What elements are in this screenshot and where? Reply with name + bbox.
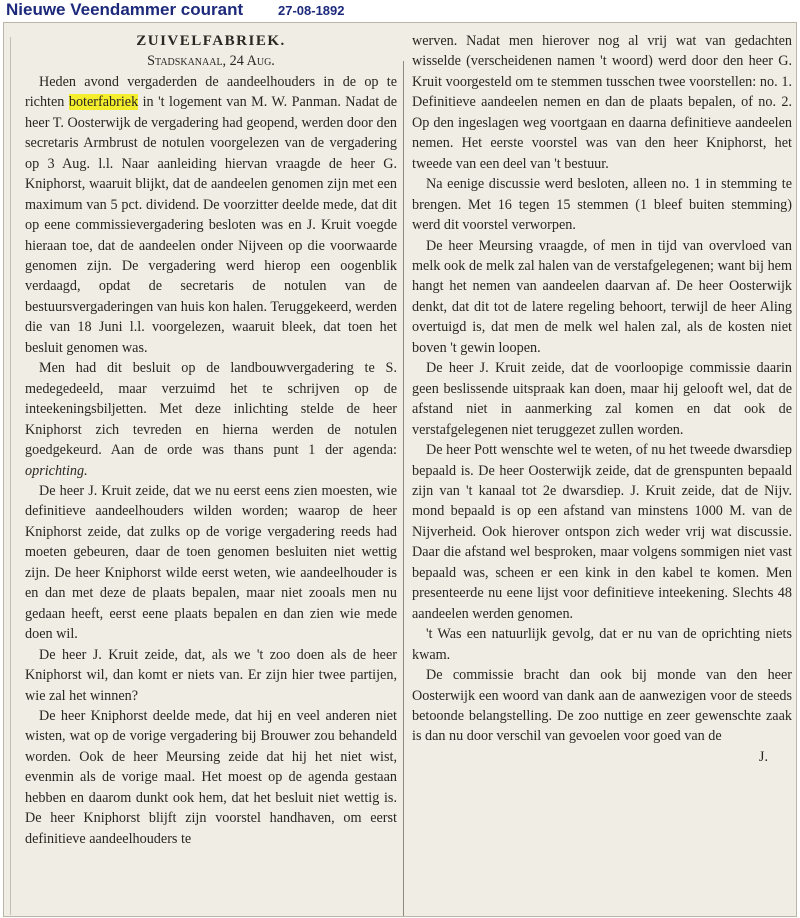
- article-column-right: [412, 31, 792, 767]
- article-dateline: Stadskanaal, 24 Aug.: [147, 53, 275, 70]
- agenda-item: oprichting.: [25, 462, 88, 479]
- newspaper-title: Nieuwe Veendammer courant: [6, 0, 244, 19]
- paragraph-5-continued: werven. Nadat men hierover nog al vrij wat van gedachten wisselde (verscheidenen namen 't woord) werd door den heer G. Kruit voorgesteld om te stemmen tusschen twee voorstellen: no. 1. Definitieve aandeelen nemen en dan de plaats bepalen, of no. 2. Op den ingeslagen weg voortgaan en daarna definitieve aandeelen nemen. Het eerste voorstel was van den heer Kniphorst, het tweede van een deel van 't bestuur.: [412, 33, 792, 172]
- paragraph-3: De heer J. Kruit zeide, dat we nu eerst eens zien moesten, wie definitieve aandeelhouders wilden worden; waarop de heer Kniphorst zeide, dat zulks op de vorige vergadering reeds had moeten gebeuren, daar de toen genomen besluiten niet wettig zijn. De heer Kniphorst wilde eerst weten, wie aandeelhouder is en dan met deze de plaats bepalen, maar niet zooals men nu gedaan heeft, eerst eene plaats bepalen en dan zien wie mede doen wil.: [25, 482, 397, 643]
- paragraph-1: [25, 72, 397, 358]
- author-signature: J.: [758, 748, 768, 765]
- newspaper-clipping: [3, 22, 797, 917]
- paragraph-2-text: Men had dit besluit op de landbouwvergadering te S. medegedeeld, maar verzuimd het te schrijven op de inteekeningsbiljetten. Met deze inlichting stelde de heer Kniphorst zich tevreden en hierna werden de notulen goedgekeurd. Aan de orde was thans punt 1 der agenda:: [25, 360, 397, 459]
- article-column-left: [25, 31, 397, 849]
- column-divider: [403, 61, 404, 916]
- paragraph-11: De commissie bracht dan ook bij monde van den heer Oosterwijk een woord van dank aan de aanwezigen voor de steeds betoonde belangstelling. De zoo nuttige en zeer gewenschte zaak is dan nu door verschil van gevoelen voor goed van de: [412, 667, 792, 745]
- clipping-header: [0, 0, 800, 22]
- paragraph-4: De heer J. Kruit zeide, dat, als we 't zoo doen als de heer Kniphorst wil, dan komt er niets van. Er zijn hier twee partijen, wie zal het winnen?: [25, 646, 397, 704]
- paragraph-6: Na eenige discussie werd besloten, alleen no. 1 in stemming te brengen. Met 16 tegen 15 stemmen (1 bleef buiten stemming) werd dit voorstel verworpen.: [412, 176, 792, 234]
- paragraph-9: De heer Pott wenschte wel te weten, of nu het tweede dwarsdiep bepaald is. De heer Oosterwijk zeide, dat de grenspunten bepaald zijn van 't kanaal tot 2e dwarsdiep. J. Kruit zeide, dat de Nijv. mond bepaald is op een afstand van minstens 1000 M. van de Nijverheid. Ook hierover ontspon zich weder vrij wat discussie. Daar die afstand wel besproken, maar volgens sommigen niet vast bepaald was, scheen er een kink in den kabel te komen. Men presenteerde nu eene lijst voor definitieve inteekening. Slechts 48 aandeelen werden genomen.: [412, 442, 792, 622]
- paragraph-1-text-b: in 't logement van M. W. Panman. Nadat de heer T. Oosterwijk de vergadering had geopend, werden door den secretaris Armbrust de notulen voorgelezen van de vergadering op 3 Aug. l.l. Naar aanleiding hiervan vraagde de heer G. Kniphorst, waaruit blijkt, dat de aandeelen genomen zijn met een maximum van 5 pct. dividend. De voorzitter deelde mede, dat dit op eene commissievergadering besloten was en J. Kruit voegde hieraan toe, dat de aandeelen onder Nijveen op die voorwaarde genomen zijn. De vergadering werd hierop een oogenblik verdaagd, opdat de secretaris de notulen van de bestuursvergaderingen van huis kon halen. Teruggekeerd, werden die van 18 Juni l.l. voorgelezen, waaruit bleek, dat toen het besluit genomen was.: [25, 94, 398, 356]
- clipping-edge-line: [10, 37, 11, 915]
- paragraph-7: De heer Meursing vraagde, of men in tijd van overvloed van melk ook de melk zal halen van de verstafgelegenen; want bij hem hangt het nemen van aandeelen daarvan af. De heer Oosterwijk denkt, dat dit tot de latere regeling behoort, terwijl de heer Aling overtuigd is, dat men de melk wel halen zal, als de kosten niet boven 't gewin loopen.: [412, 237, 792, 356]
- highlighted-search-term: boterfabriek: [68, 94, 139, 111]
- paragraph-5: De heer Kniphorst deelde mede, dat hij en veel anderen niet wisten, wat op de vorige vergadering bij Brouwer zou behandeld worden. Ook de heer Meursing zeide dat hij het niet wist, evenmin als de vorige maal. Het moest op de agenda gestaan hebben en daarom dunkt ook hem, dat het besluit niet wettig is. De heer Kniphorst blijft zijn voorstel handhaven, om eerst definitieve aandeelhouders te: [25, 707, 397, 847]
- paragraph-1-text-a: Heden avond vergaderden de aandeelhouders in de op te richten: [25, 73, 397, 111]
- publication-date: 27-08-1892: [278, 3, 345, 18]
- article-headline: ZUIVELFABRIEK.: [136, 33, 286, 49]
- paragraph-2: [25, 358, 397, 481]
- paragraph-8: De heer J. Kruit zeide, dat de voorloopige commissie daarin geen beslissende uitspraak kan doen, maar hij gelooft wel, dat de afstand niet in aanmerking zal komen en dat ook de verstafgelegenen niet teruggezet zullen worden.: [412, 360, 792, 438]
- paragraph-10: 't Was een natuurlijk gevolg, dat er nu van de oprichting niets kwam.: [412, 626, 792, 663]
